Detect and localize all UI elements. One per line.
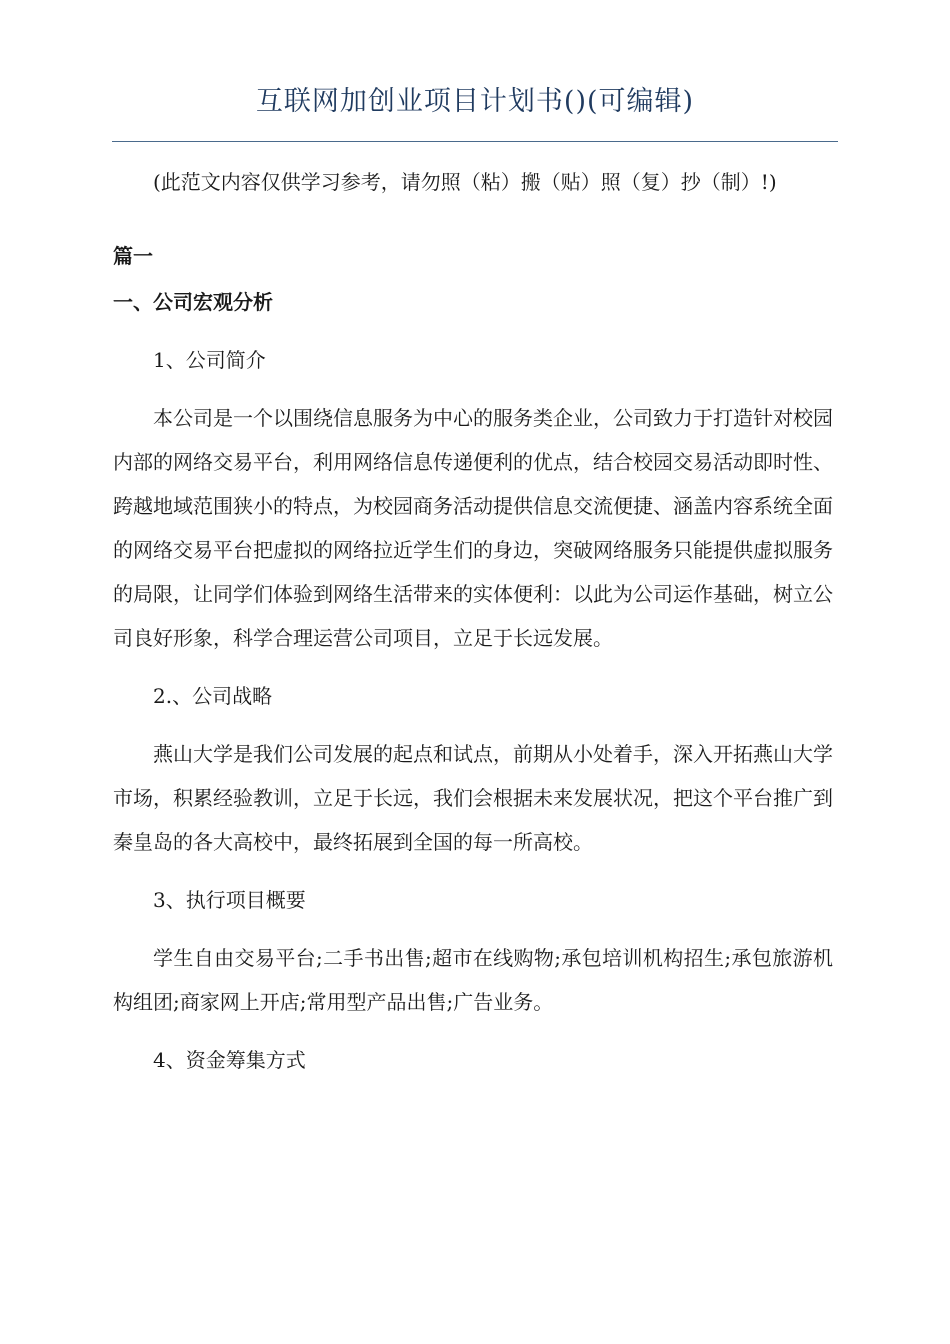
section-heading-macro-analysis: 一、公司宏观分析 [113,290,273,314]
subsection-heading-company-strategy: 2.、公司战略 [153,684,273,708]
subsection-heading-funding: 4、资金筹集方式 [153,1048,306,1072]
paragraph-company-intro: 本公司是一个以围绕信息服务为中心的服务类企业，公司致力于打造针对校园内部的网络交易平台，利用网络信息传递便利的优点，结合校园交易活动即时性、跨越地域范围狭小的特点，为校园商务活动提供信息交流便捷、涵盖内容系统全面的网络交易平台把虚拟的网络拉近学生们的身边，突破网络服务只能提供虚拟服务的局限，让同学们体验到网络生活带来的实体便利：以此为公司运作基础，树立公司良好形象，科学合理运营公司项目，立足于长远发展。 [113,406,833,650]
part-heading: 篇一 [113,244,153,268]
subsection-heading-company-intro: 1、公司简介 [153,348,266,372]
paragraph-project-summary: 学生自由交易平台;二手书出售;超市在线购物;承包培训机构招生;承包旅游机构组团;商家网上开店;常用型产品出售;广告业务。 [113,946,833,1014]
paragraph-company-strategy: 燕山大学是我们公司发展的起点和试点，前期从小处着手，深入开拓燕山大学市场，积累经验教训，立足于长远，我们会根据未来发展状况，把这个平台推广到秦皇岛的各大高校中，最终拓展到全国的每一所高校。 [113,742,833,854]
disclaimer-paragraph: (此范文内容仅供学习参考，请勿照（粘）搬（贴）照（复）抄（制）!) [153,170,777,194]
title-divider [112,141,838,142]
document-title: 互联网加创业项目计划书()(可编辑) [255,86,695,117]
subsection-heading-project-summary: 3、执行项目概要 [153,888,306,912]
document-body [113,160,833,1082]
